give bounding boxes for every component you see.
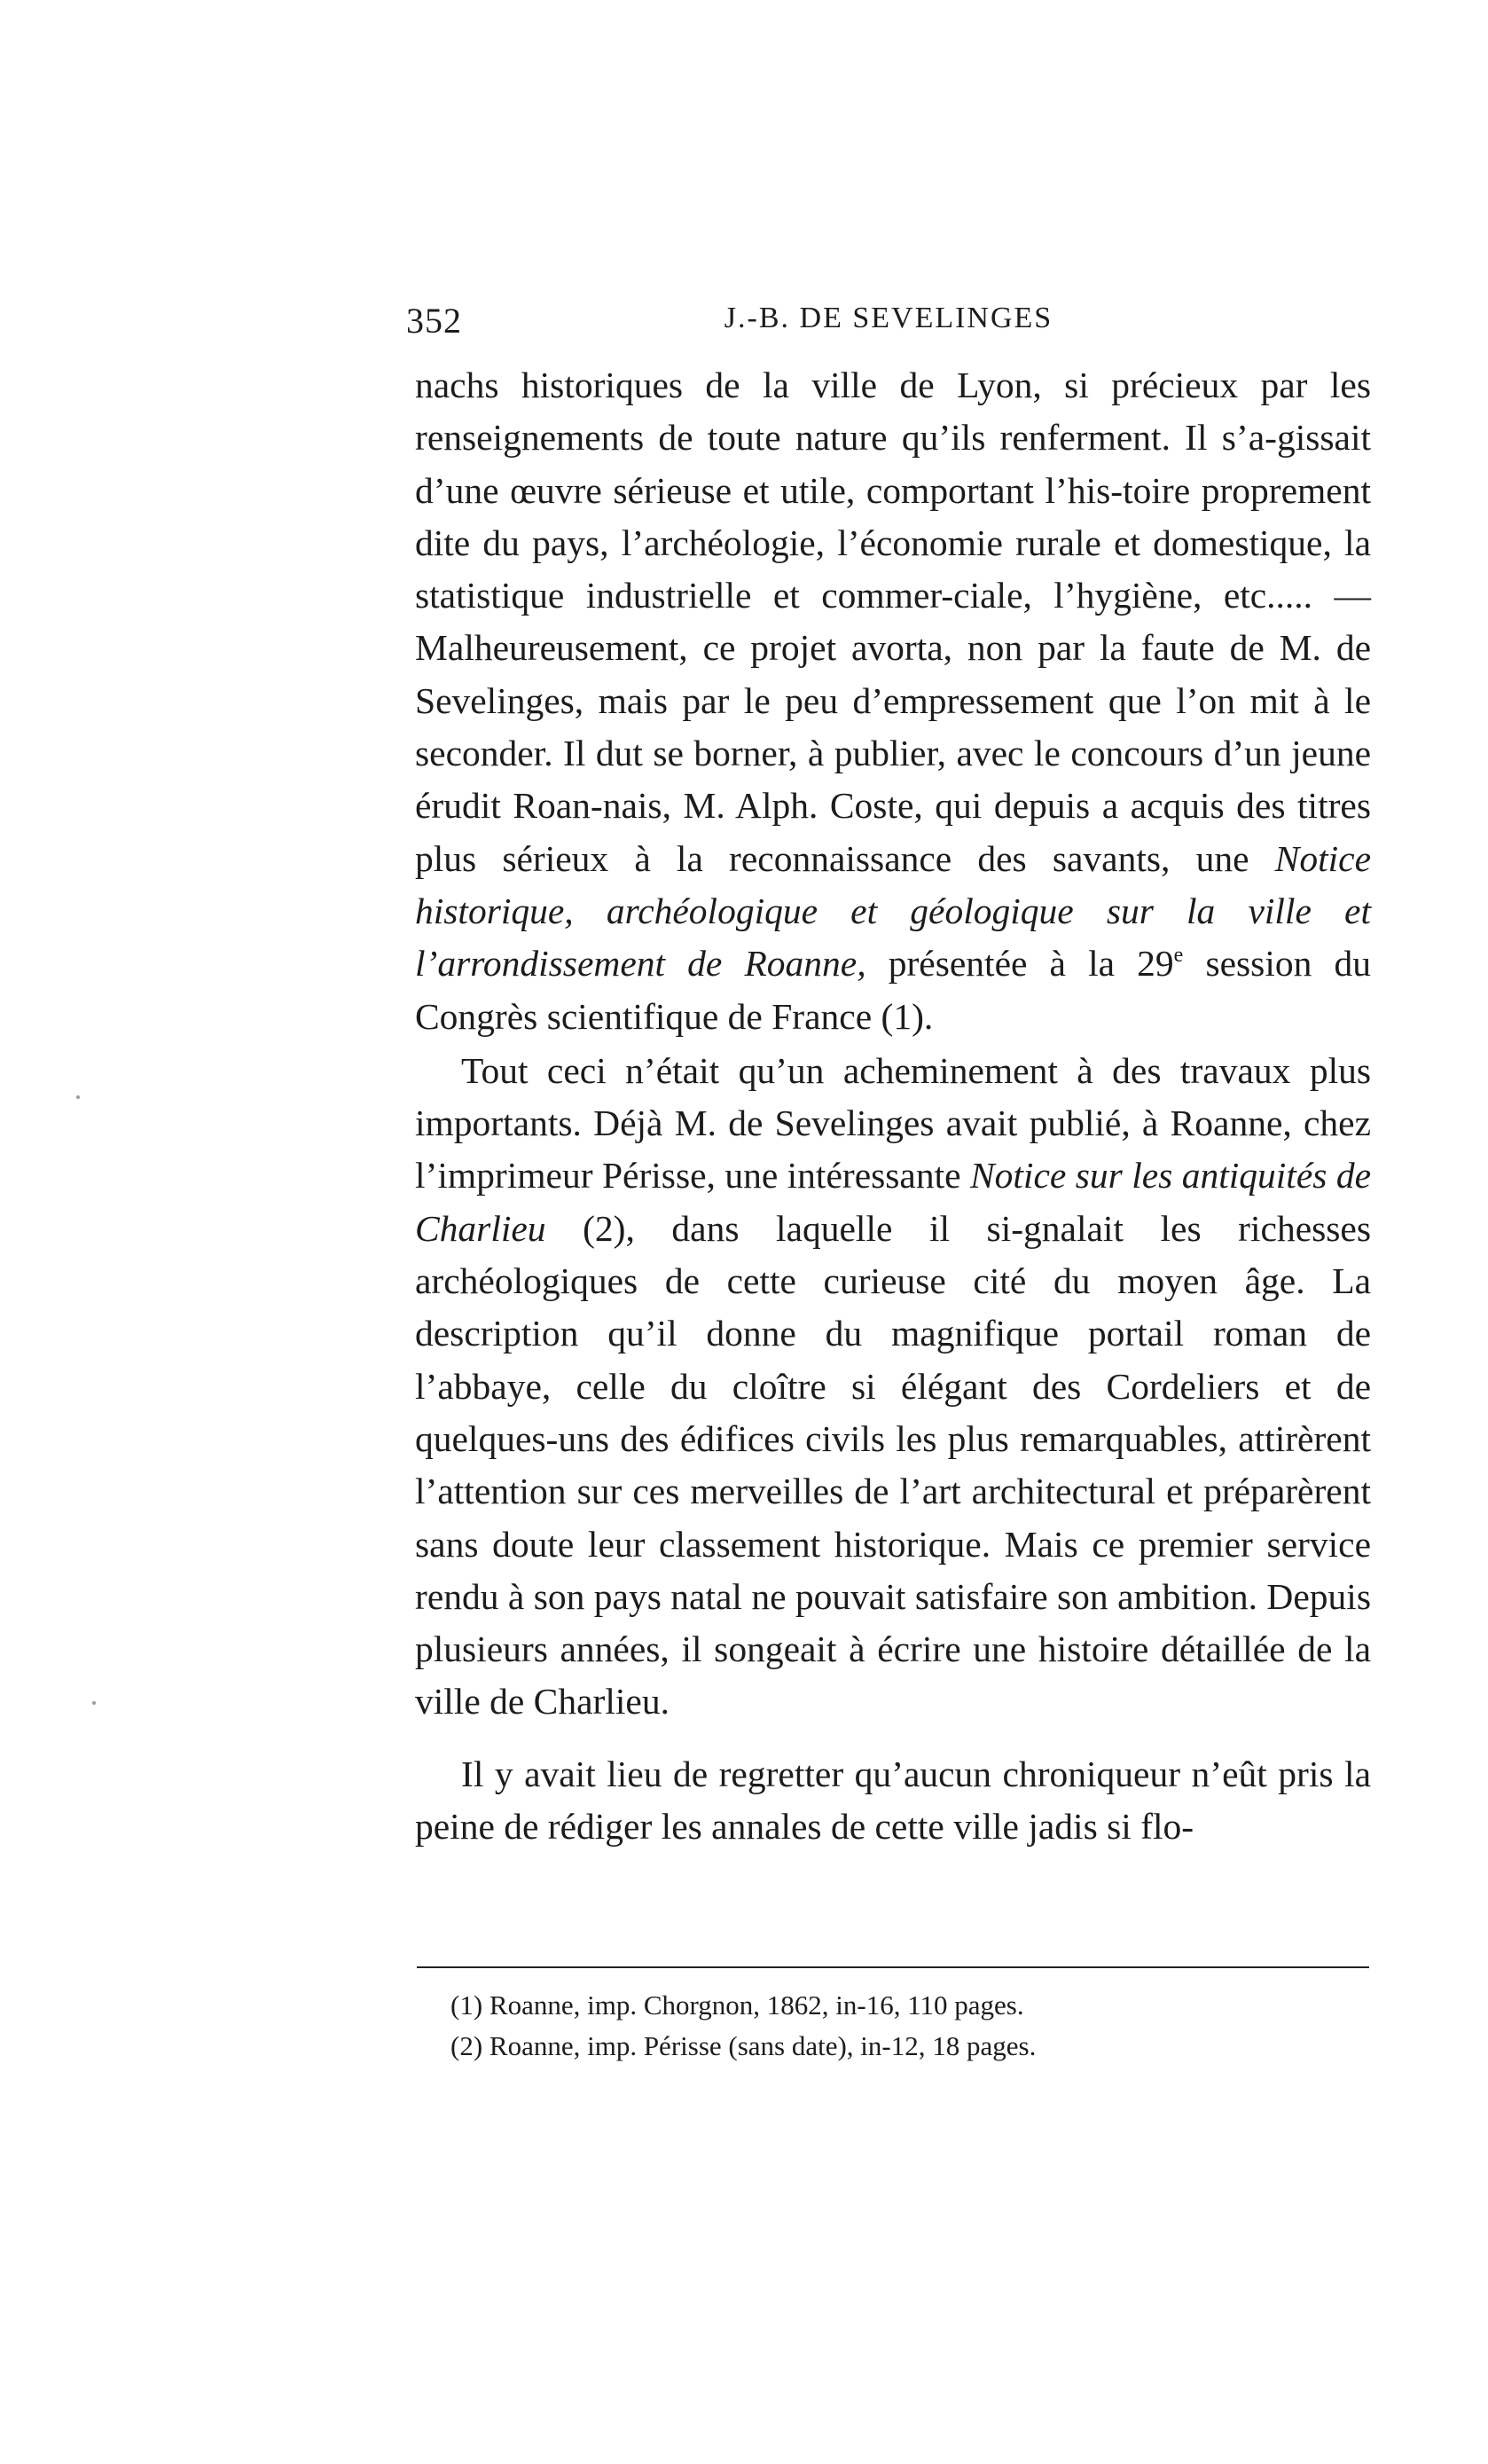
running-title: J.-B. DE SEVELINGES	[724, 302, 1053, 334]
paragraph-3	[415, 1748, 1371, 1854]
italic-title-notice-charlieu: Notice sur les antiquités de Charlieu	[415, 1155, 1371, 1249]
text-segment: session du Congrès scientifique de France (1).	[415, 943, 1371, 1037]
text-segment: présentée à la 29	[865, 943, 1174, 985]
text-segment: Il y avait lieu de regretter qu’aucun chroniqueur n’eût pris la peine de rédiger les annales de cette ville jadis si flo-	[415, 1753, 1371, 1848]
paper-speck	[76, 1095, 80, 1099]
main-text	[415, 359, 1371, 1853]
footnote-2: (2) Roanne, imp. Périsse (sans date), in-12, 18 pages.	[450, 2030, 1037, 2061]
paragraph-2	[415, 1045, 1371, 1729]
superscript: e	[1173, 944, 1184, 968]
footnotes	[450, 1985, 1373, 2067]
footnote-separator	[417, 1966, 1369, 1968]
text-segment: nachs historiques de la ville de Lyon, si précieux par les renseignements de toute nature qu’ils renferment. Il s’a-gissait d’une œuvre sérieuse et utile, comportant l’his-toire proprement dite du pays, l’archéologie, l’économie rurale et domestique, la statistique industrielle et commer-ciale, l’hygiène, etc..... — Malheureusement, ce projet avorta, non par la faute de M. de Sevelinges, mais par le peu d’empressement que l’on mit à le seconder. Il dut se borner, à publier, avec le concours d’un jeune érudit Roan-nais, M. Alph. Coste, qui depuis a acquis des titres plus sérieux à la reconnaissance des savants, une	[415, 365, 1371, 879]
text-segment: Tout ceci n’était qu’un acheminement à des travaux plus importants. Déjà M. de Sevelinges avait publié, à Roanne, chez l’imprimeur Périsse, une intéressante	[415, 1049, 1371, 1197]
text-segment: (2), dans laquelle il si-gnalait les richesses archéologiques de cette curieuse cité du moyen âge. La description qu’il donne du magnifique portail roman de l’abbaye, celle du cloître si élégant des Cordeliers et de quelques-uns des édifices civils les plus remarquables, attirèrent l’attention sur ces merveilles de l’art architectural et préparèrent sans doute leur classement historique. Mais ce premier service rendu à son pays natal ne pouvait satisfaire son ambition. Depuis plusieurs années, il songeait à écrire une histoire détaillée de la ville de Charlieu.	[415, 1207, 1371, 1722]
footnote-1: (1) Roanne, imp. Chorgnon, 1862, in-16, 110 pages.	[450, 1989, 1024, 2021]
page-number: 352	[406, 301, 462, 341]
paper-speck	[92, 1701, 96, 1705]
page-header	[406, 300, 1371, 349]
italic-title-notice-historique: Notice historique, archéologique et géologique sur la ville et l’arrondissement de Roanne,	[415, 837, 1371, 985]
paragraph-1	[415, 359, 1371, 1043]
